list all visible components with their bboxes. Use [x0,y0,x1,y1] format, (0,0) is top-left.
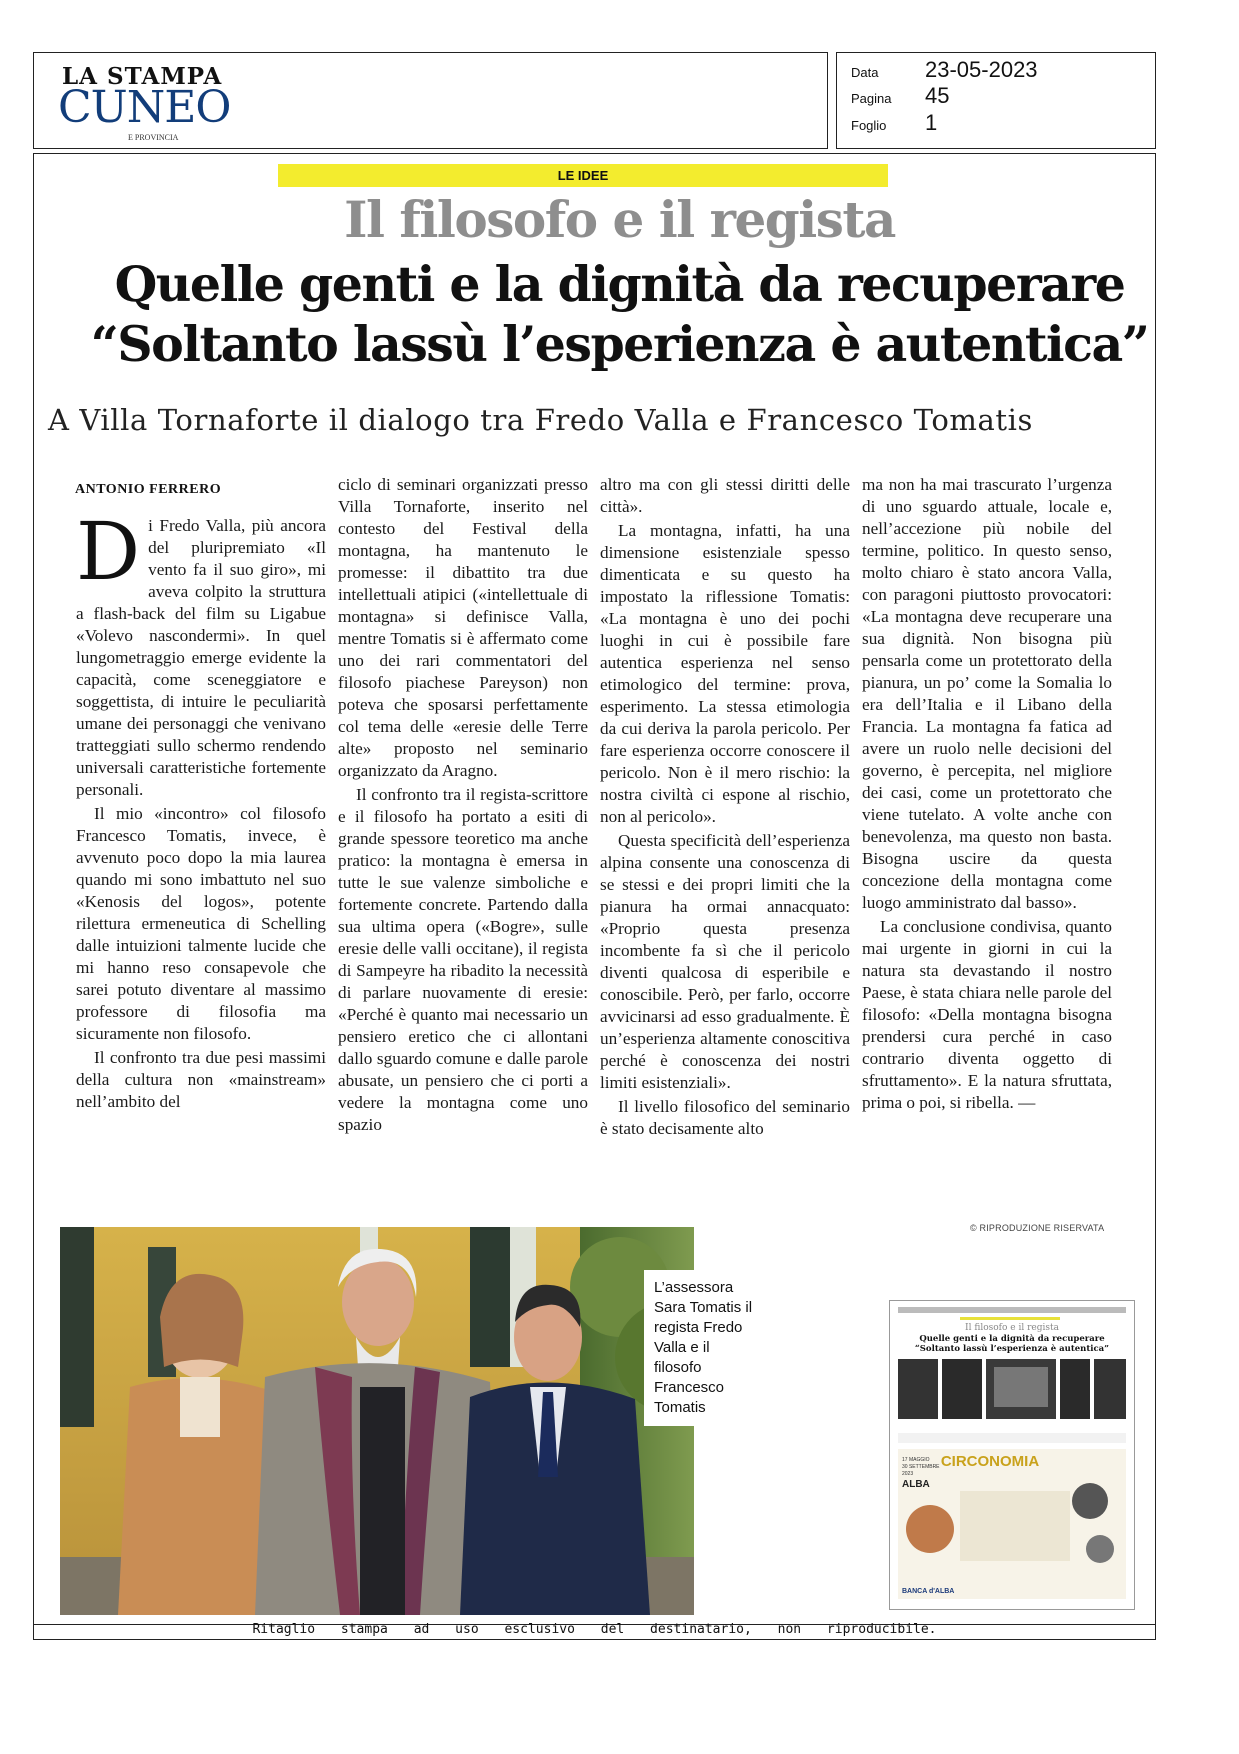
paragraph: altro ma con gli stessi diritti delle città». [600,475,850,516]
byline: ANTONIO FERRERO [75,482,222,497]
photo-caption: L’assessora Sara Tomatis il regista Fredo Valla e il filosofo Francesco Tomatis [646,1272,766,1424]
logo-subtitle: E PROVINCIA [128,133,179,142]
page-thumbnail [889,1300,1135,1610]
paragraph: Il confronto tra due pesi massimi della cultura non «mainstream» nell’ambito del [76,1048,326,1111]
paragraph: La conclusione condivisa, quanto mai urgente in giorni in cui la natura sta devastando il nostro Paese, è stata chiara nelle parole del filosofo: «Della montagna bisogna prendersi cura perché in caso contrario diventa oggetto di sfruttamento». E la natura sfruttata, prima o poi, si ribella. — [862,917,1112,1112]
text-column-2 [338,474,588,1136]
clipping-footer: Ritaglio stampa ad uso esclusivo del destinatario, non riproducibile. [33,1622,1156,1640]
photo-illustration [60,1227,694,1615]
paragraph: ma non ha mai trascurato l’urgenza di uno sguardo attuale, locale e, nell’accezione più nobile del termine, politico. In questo senso, molto chiaro è stato ancora Valla, con paragoni piuttosto provocatori: «La montagna deve recuperare una sua dignità. Non bisogna più pensarla come un protettorato della pianura, un po’ come la Somalia lo era dell’Italia e il Libano della Francia. La montagna fa fatica ad avere un ruolo nelle decisioni del governo, è percepita, nel migliore dei casi, come un protettorato che viene tutelato. A volte anche con benevolenza, ma questo non basta. Bisogna uscire da questa concezione della montagna come luogo amministrato dal basso». [862,475,1112,912]
copyright-notice: © RIPRODUZIONE RISERVATA [970,1223,1105,1233]
thumb-headline-1: Quelle genti e la dignità da recuperare [919,1334,1105,1344]
paragraph: Questa specificità dell’esperienza alpina consente una conoscenza di se stessi e dei propri limiti che la pianura ha ormai annacquato: «Proprio questa presenza incombente fa sì che il pericolo diventi qualcosa di esperibile e conoscibile. Però, per farlo, occorre avvicinarsi ad esso gradualmente. È un’esperienza altamente conoscitiva perché è conoscenza dei nostri limiti esistenziali». [600,831,850,1092]
paragraph: Di Fredo Valla, più ancora del pluripremiato «Il vento fa il suo giro», mi aveva colpito la struttura a flash-back del film su Ligabue «Volevo nascondermi». In quel lungometraggio emerge evidente la capacità, come sceneggiatore e soggettista, di intuire le peculiarità umane dei personaggi che venivano tratteggiati sullo schermo rendendo universali caratteristiche fortemente personali. [76,505,326,799]
subheadline: A Villa Tornaforte il dialogo tra Fredo Valla e Francesco Tomatis [48,403,1033,437]
logo-la-stampa: LA STAMPA [62,63,223,90]
logo-cuneo: CUNEO [58,82,231,133]
paragraph: Il livello filosofico del seminario è stato decisamente alto [600,1097,850,1138]
headline-line-2: “Soltanto lassù l’esperienza è autentica” [90,315,1149,373]
thumb-ad-date-1: 17 MAGGIO [902,1457,930,1463]
paragraph: La montagna, infatti, ha una dimensione esistenziale spesso dimenticata e su questo ha impostato la riflessione Tomatis: «La montagna è uno dei pochi luoghi in cui è possibile fare autentica esperienza nel senso etimologico del termine: prova, esperimento. La stessa etimologia da cui deriva la parola pericolo. Per fare esperienza occorre conoscere il pericolo. Non è il mero rischio: la nostra civiltà ci espone al rischio, non al pericolo». [600,521,850,826]
thumb-supertitle: Il filosofo e il regista [965,1323,1059,1333]
thumbnail-illustration [890,1301,1134,1609]
text-column-1 [76,505,326,1113]
meta-date: Data 23-05-2023 [851,57,1038,82]
paragraph: ciclo di seminari organizzati presso Villa Tornaforte, inserito nel contesto del Festival della montagna, ha mantenuto le promesse: il dibattito tra due intellettuali atipici («intellettuale di montagna» si definisce Valla, mentre Tomatis si è affermato come uno dei rari commentatori del filosofo piachese Pareyson) non poteva che sposarsi perfettamente col tema delle «eresie delle Terre alte» proposto nel seminario organizzato da Aragno. [338,475,588,780]
thumb-ad-city: ALBA [902,1479,930,1490]
headline-line-1: Quelle genti e la dignità da recuperare [114,255,1125,313]
article-photo [60,1227,694,1615]
thumb-ad-year: 2023 [902,1471,914,1477]
meta-sheet: Foglio 1 [851,110,938,135]
drop-cap: D [76,505,141,598]
meta-page: Pagina 45 [851,83,950,108]
supertitle: Il filosofo e il regista [344,190,895,249]
thumb-ad-date-2: 30 SETTEMBRE [902,1464,940,1470]
metadata-box [836,52,1156,149]
thumb-ad-footer: BANCA d'ALBA [902,1588,955,1595]
text-column-4 [862,474,1112,1114]
thumb-ad-brand: CIRCONOMIA [940,1453,1040,1470]
masthead-box [33,52,828,149]
section-kicker: LE IDEE [278,164,888,187]
paragraph: Il confronto tra il regista-scrittore e il filosofo ha portato a esiti di grande spessore teoretico ma anche pratico: la montagna è emersa in tutte le sue valenze simboliche e fortemente concrete. Partendo dalla sua ultima opera («Bogre», sulle eresie delle valli occitane), il regista di Sampeyre ha ribadito la necessità di parlare nuovamente di eresie: «Perché è quanto mai necessario un pensiero eretico che ci allontani dallo sguardo comune e dalle parole abusate, un pensiero che ci porti a vedere la montagna come uno spazio [338,785,588,1134]
paragraph: Il mio «incontro» col filosofo Francesco Tomatis, invece, è avvenuto poco dopo la mia laurea quando mi sono imbattuto nel suo «Kenosis del logos», potente rilettura ermeneutica di Schelling dalle intuizioni talmente lucide che mi hanno reso consapevole che sarei potuto diventare al massimo professore di filosofia ma sicuramente non filosofo. [76,804,326,1043]
thumb-headline-2: “Soltanto lassù l’esperienza è autentica” [914,1344,1110,1354]
text-column-3 [600,474,850,1140]
